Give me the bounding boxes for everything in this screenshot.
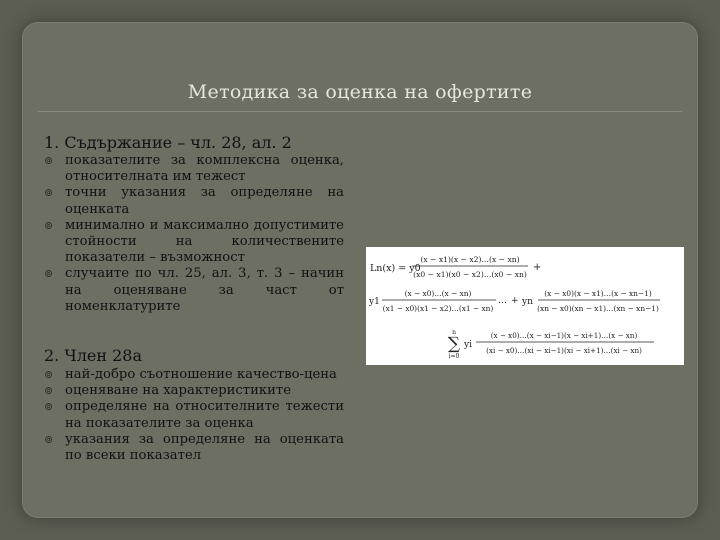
section2-heading: 2. Член 28а — [44, 346, 142, 365]
formula-yi: yi — [464, 340, 472, 350]
formula-dots: … — [498, 296, 507, 306]
list-item-text: показателите за комплексна оценка, относителната им тежест — [65, 153, 344, 185]
formula-svg — [366, 247, 684, 365]
list-item-text: най-добро съотношение качество-цена — [65, 367, 337, 382]
target-bullet-icon: ⊚ — [44, 267, 54, 281]
formula-lhs: Ln(x) = y0 — [370, 263, 421, 274]
list-item — [44, 153, 344, 185]
target-bullet-icon: ⊚ — [44, 186, 54, 200]
list-item-text: оценяване на характеристиките — [65, 383, 292, 399]
formula-term2-denominator: (xn − x0)(xn − x1)…(xn − xn−1) — [537, 304, 659, 313]
section1-heading: 1. Съдържание – чл. 28, ал. 2 — [44, 133, 292, 152]
formula-term0-numerator: (x − x1)(x − x2)…(x − xn) — [420, 255, 520, 264]
section1-list — [44, 153, 344, 315]
plus-sign: + — [511, 296, 519, 306]
formula-term1-numerator: (x − x0)…(x − xn) — [404, 289, 472, 298]
lagrange-formula-image — [366, 247, 684, 365]
sigma-icon: ∑ — [447, 334, 461, 354]
sigma-upper-limit: n — [452, 329, 456, 336]
list-item — [44, 266, 344, 315]
slide-title: Методика за оценка на офертите — [187, 81, 533, 103]
list-item-text: случаите по чл. 25, ал. 3, т. 3 – начин на оценяване за част от номенклатурите — [65, 266, 344, 314]
list-item-text: определяне на относителните тежести на показателите за оценка — [65, 399, 344, 431]
list-item — [44, 218, 344, 267]
target-bullet-icon: ⊚ — [44, 218, 54, 232]
list-item — [44, 432, 344, 464]
formula-term2-numerator: (x − x0)(x − x1)…(x − xn−1) — [544, 289, 652, 298]
list-item — [44, 399, 344, 431]
sigma-lower-limit: i=0 — [448, 353, 460, 360]
formula-yn: yn — [522, 297, 533, 307]
list-item-text: указания за определяне на оценката по всеки показател — [65, 431, 344, 464]
formula-term0-denominator: (x0 − x1)(x0 − x2)…(x0 − xn) — [413, 270, 527, 279]
list-item — [44, 367, 344, 383]
formula-term1-denominator: (x1 − x0)(x1 − x2)…(x1 − xn) — [382, 304, 494, 313]
target-bullet-icon: ⊚ — [44, 154, 54, 167]
target-bullet-icon: ⊚ — [44, 368, 54, 381]
target-bullet-icon: ⊚ — [44, 432, 54, 446]
target-bullet-icon: ⊚ — [44, 384, 54, 398]
list-item-text: точни указания за определяне на оценката — [65, 185, 344, 217]
list-item — [44, 185, 344, 217]
title-divider — [38, 111, 682, 112]
target-bullet-icon: ⊚ — [44, 400, 54, 414]
list-item — [44, 383, 344, 399]
section2-list — [44, 367, 344, 464]
list-item-text: минимално и максимално допустимите стойности на количествените показатели – възможност — [65, 217, 344, 266]
plus-sign: + — [533, 262, 542, 273]
formula-sum-denominator: (xi − x0)…(xi − xi−1)(xi − xi+1)…(xi − xn) — [486, 346, 642, 355]
formula-y1: y1 — [369, 297, 380, 307]
formula-sum-numerator: (x − x0)…(x − xi−1)(x − xi+1)…(x − xn) — [490, 331, 638, 340]
